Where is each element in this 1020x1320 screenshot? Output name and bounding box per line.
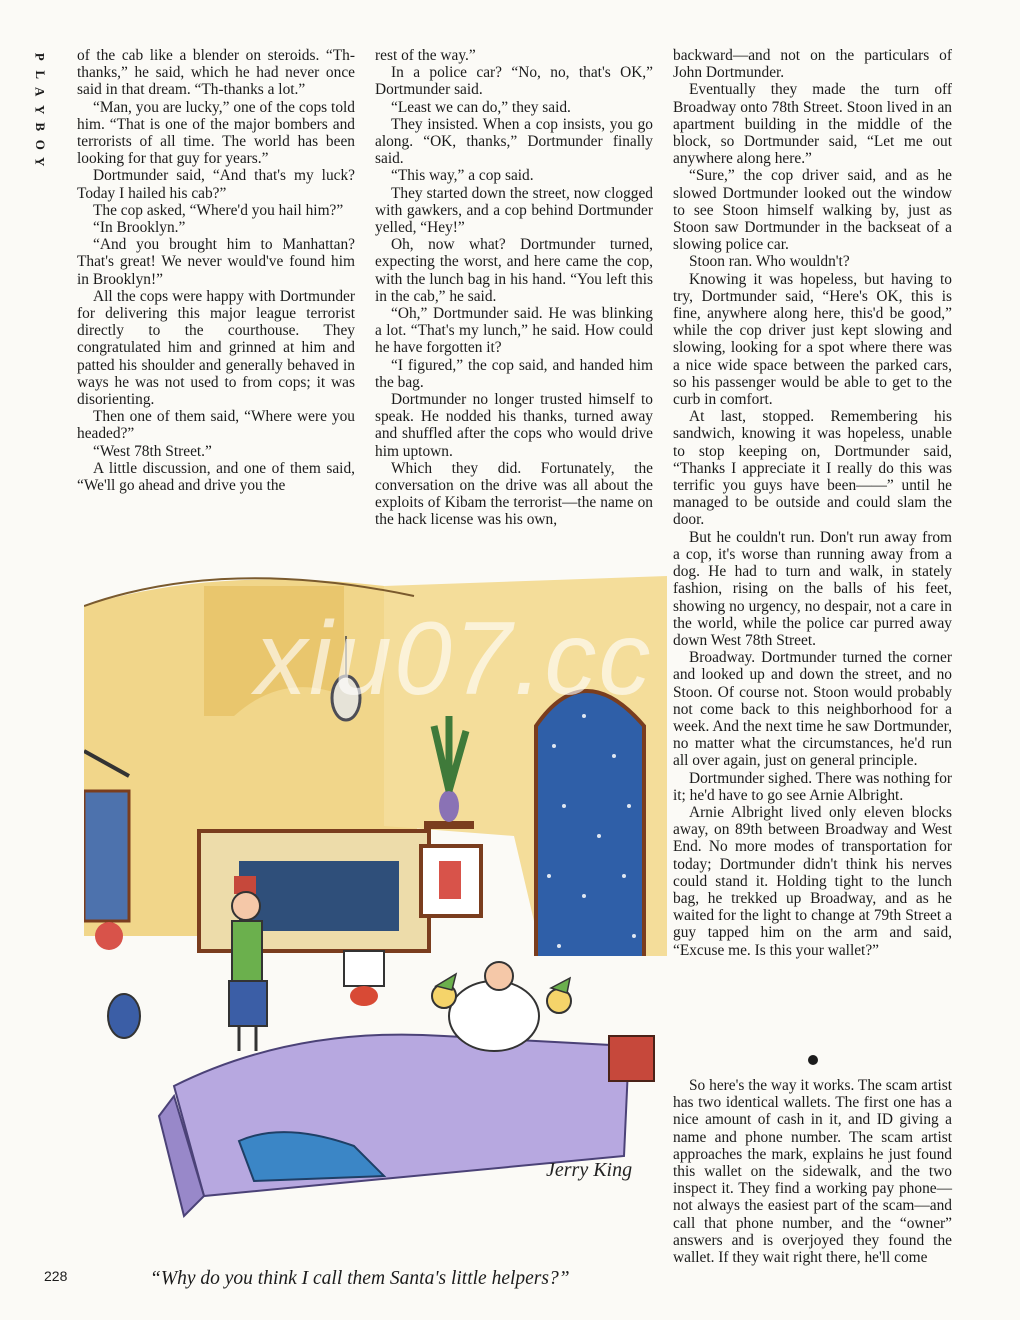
- side-label-letter: P: [32, 52, 48, 61]
- cartoon-illustration: [84, 576, 667, 1238]
- magazine-side-label: [30, 48, 50, 171]
- arched-window: [536, 691, 644, 996]
- paragraph: “This way,” a cop said.: [391, 167, 534, 185]
- article-column-3-continued: [673, 1077, 952, 1266]
- paragraph: Oh, now what? Dortmunder turned, expecting the worst, and here came the cop, with the lunch bag in his hand. “You left this in the cab,” he said.: [375, 236, 653, 305]
- mrs-claus-head: [232, 892, 260, 920]
- paragraph: Dortmunder no longer trusted himself to speak. He nodded his thanks, turned away and shuffled after the cops who would drive him uptown.: [375, 391, 653, 460]
- paragraph: Dortmunder said, “And that's my luck? Today I hailed his cab?”: [77, 167, 355, 202]
- table-lamp-shade: [344, 951, 384, 986]
- paragraph: Broadway. Dortmunder turned the corner and looked up and down the street, and no Stoon. Of course not. Stoon would probably not come back to this neighborhood for a week. And the next time he saw Dortmunder, no matter what the circumstances, he'd run all over again, just on general principle.: [673, 649, 952, 770]
- page-number: 228: [44, 1268, 68, 1284]
- paragraph: In a police car? “No, no, that's OK,” Dortmunder said.: [375, 64, 653, 99]
- wall-shelf: [424, 821, 474, 829]
- artist-signature: Jerry King: [546, 1159, 633, 1181]
- mrs-claus-body: [232, 921, 262, 981]
- paragraph: backward—and not on the particulars of John Dortmunder.: [673, 47, 952, 82]
- side-label-letter: B: [32, 122, 48, 132]
- paragraph: Then one of them said, “Where were you headed?”: [77, 408, 355, 443]
- cartoon-caption: “Why do you think I call them Santa's little helpers?”: [150, 1268, 570, 1289]
- side-label-letter: L: [32, 69, 48, 79]
- mrs-claus-skirt: [229, 981, 267, 1026]
- side-label-letter: Y: [32, 157, 48, 167]
- paragraph: They insisted. When a cop insists, you go along. “OK, thanks,” Dortmunder finally said.: [375, 115, 653, 168]
- side-label-letter: O: [32, 139, 48, 150]
- paragraph: “In Brooklyn.”: [93, 219, 186, 237]
- plant-vase: [439, 790, 459, 822]
- paragraph: rest of the way.”: [375, 47, 476, 64]
- santa-figure: [449, 981, 539, 1051]
- paragraph: “Least we can do,” they said.: [391, 98, 571, 116]
- article-column-2: [375, 47, 653, 529]
- article-column-1: [77, 47, 355, 494]
- side-label-letter: A: [32, 87, 48, 97]
- paragraph: “And you brought him to Manhattan? That's great! We never would've found him in Brooklyn!”: [77, 236, 355, 288]
- left-window: [84, 791, 129, 921]
- paragraph: of the cab like a blender on steroids. “Th-thanks,” he said, which he had never once said in that dream. “Th-thanks a lot.”: [77, 47, 355, 99]
- right-cabinet-window: [319, 861, 399, 931]
- paragraph: All the cops were happy with Dortmunder for delivering this major league terrorist directly to the courthouse. They congratulated him and grinned at him and patted his shoulder and generally behaved in ways he was not used to from cops; it was disorienting.: [77, 287, 355, 409]
- paragraph: They started down the street, now clogged with gawkers, and a cop behind Dortmunder yelled, “Hey!”: [375, 184, 653, 237]
- section-break-bullet: [808, 1055, 818, 1065]
- side-label-letter: Y: [32, 104, 48, 114]
- hanging-lantern: [332, 676, 360, 720]
- site-watermark: xiu07.cc: [255, 601, 653, 717]
- paragraph: Arnie Albright lived only eleven blocks away, on 89th between Broadway and West End. No more modes of transportation for today; Dortmunder didn't think his nerves could stand it. Holding tight to the lunch bag, he trekked up Broadway, and as he waited for the light to change at 79th Street a guy tapped him on the arm and said, “Excuse me. Is this your wallet?”: [673, 803, 952, 959]
- paragraph: Knowing it was hopeless, but having to try, Dortmunder said, “Here's OK, this is fine, anywhere along here, this'd be good,” while the cop driver just kept slowing and slowing, looking for a spot where there was a nice wide space between the parked cars, so his passenger would be able to get to the curb in comfort.: [673, 270, 952, 409]
- paragraph: “West 78th Street.”: [93, 442, 212, 460]
- article-column-3: [673, 47, 952, 959]
- paragraph: “Sure,” the cop driver said, and as he slowed Dortmunder looked out the window to see Stoon himself walking by, just as Stoon saw Dortmunder in the backseat of a slowing police car.: [673, 167, 952, 254]
- paragraph: Eventually they made the turn off Broadway onto 78th Street. Stoon lived in an apartment building in the middle of the block, so Dortmunder said, “Let me out anywhere along here.”: [673, 81, 952, 168]
- paragraph: “Man, you are lucky,” one of the cops told him. “That is one of the major bombers and terrorists of all time. The world has been looking for that guy for years.”: [77, 98, 355, 168]
- nightstand: [609, 1036, 654, 1081]
- floor-vase: [108, 994, 140, 1038]
- reindeer-nose: [95, 922, 123, 950]
- lamp-base: [350, 986, 378, 1006]
- paragraph: “Oh,” Dortmunder said. He was blinking a lot. “That's my lunch,” he said. How could he have forgotten it?: [375, 305, 653, 357]
- paragraph: Stoon ran. Who wouldn't?: [689, 253, 850, 271]
- paragraph: But he couldn't run. Don't run away from a cop, it's worse than running away from a dog. He had to turn and walk, in stately fashion, rising on the balls of his feet, showing no urgency, no despair, not a care in the world, while the police car purred away down West 78th Street.: [673, 528, 952, 649]
- paragraph: So here's the way it works. The scam artist has two identical wallets. The first one has a nice amount of cash in it, and ID giving a name and phone number. The scam artist approaches the mark, explains he just found this wallet on the sidewalk, and the two inspect it. They find a working pay phone—not always the easiest part of the scam—and call that phone number, and the “owner” answers and is overjoyed they found the wallet. If they wait right there, he'll come: [673, 1077, 952, 1267]
- paragraph: “I figured,” the cop said, and handed him the bag.: [375, 356, 653, 391]
- paragraph: Which they did. Fortunately, the conversation on the drive was all about the exploits of Kibam the terrorist—the name on the hack license was his own,: [375, 459, 653, 529]
- paragraph: The cop asked, “Where'd you hail him?”: [93, 201, 344, 219]
- paragraph: A little discussion, and one of them said, “We'll go ahead and drive you the: [77, 459, 355, 495]
- paragraph: Dortmunder sighed. There was nothing for it; he'd have to go see Arnie Albright.: [673, 769, 953, 804]
- paragraph: At last, stopped. Remembering his sandwich, knowing it was hopeless, unable to stop keeping on, Dortmunder said, “Thanks I appreciate it I really do this was terrific you guys have been——” until he managed to be outside and could slam the door.: [673, 408, 952, 529]
